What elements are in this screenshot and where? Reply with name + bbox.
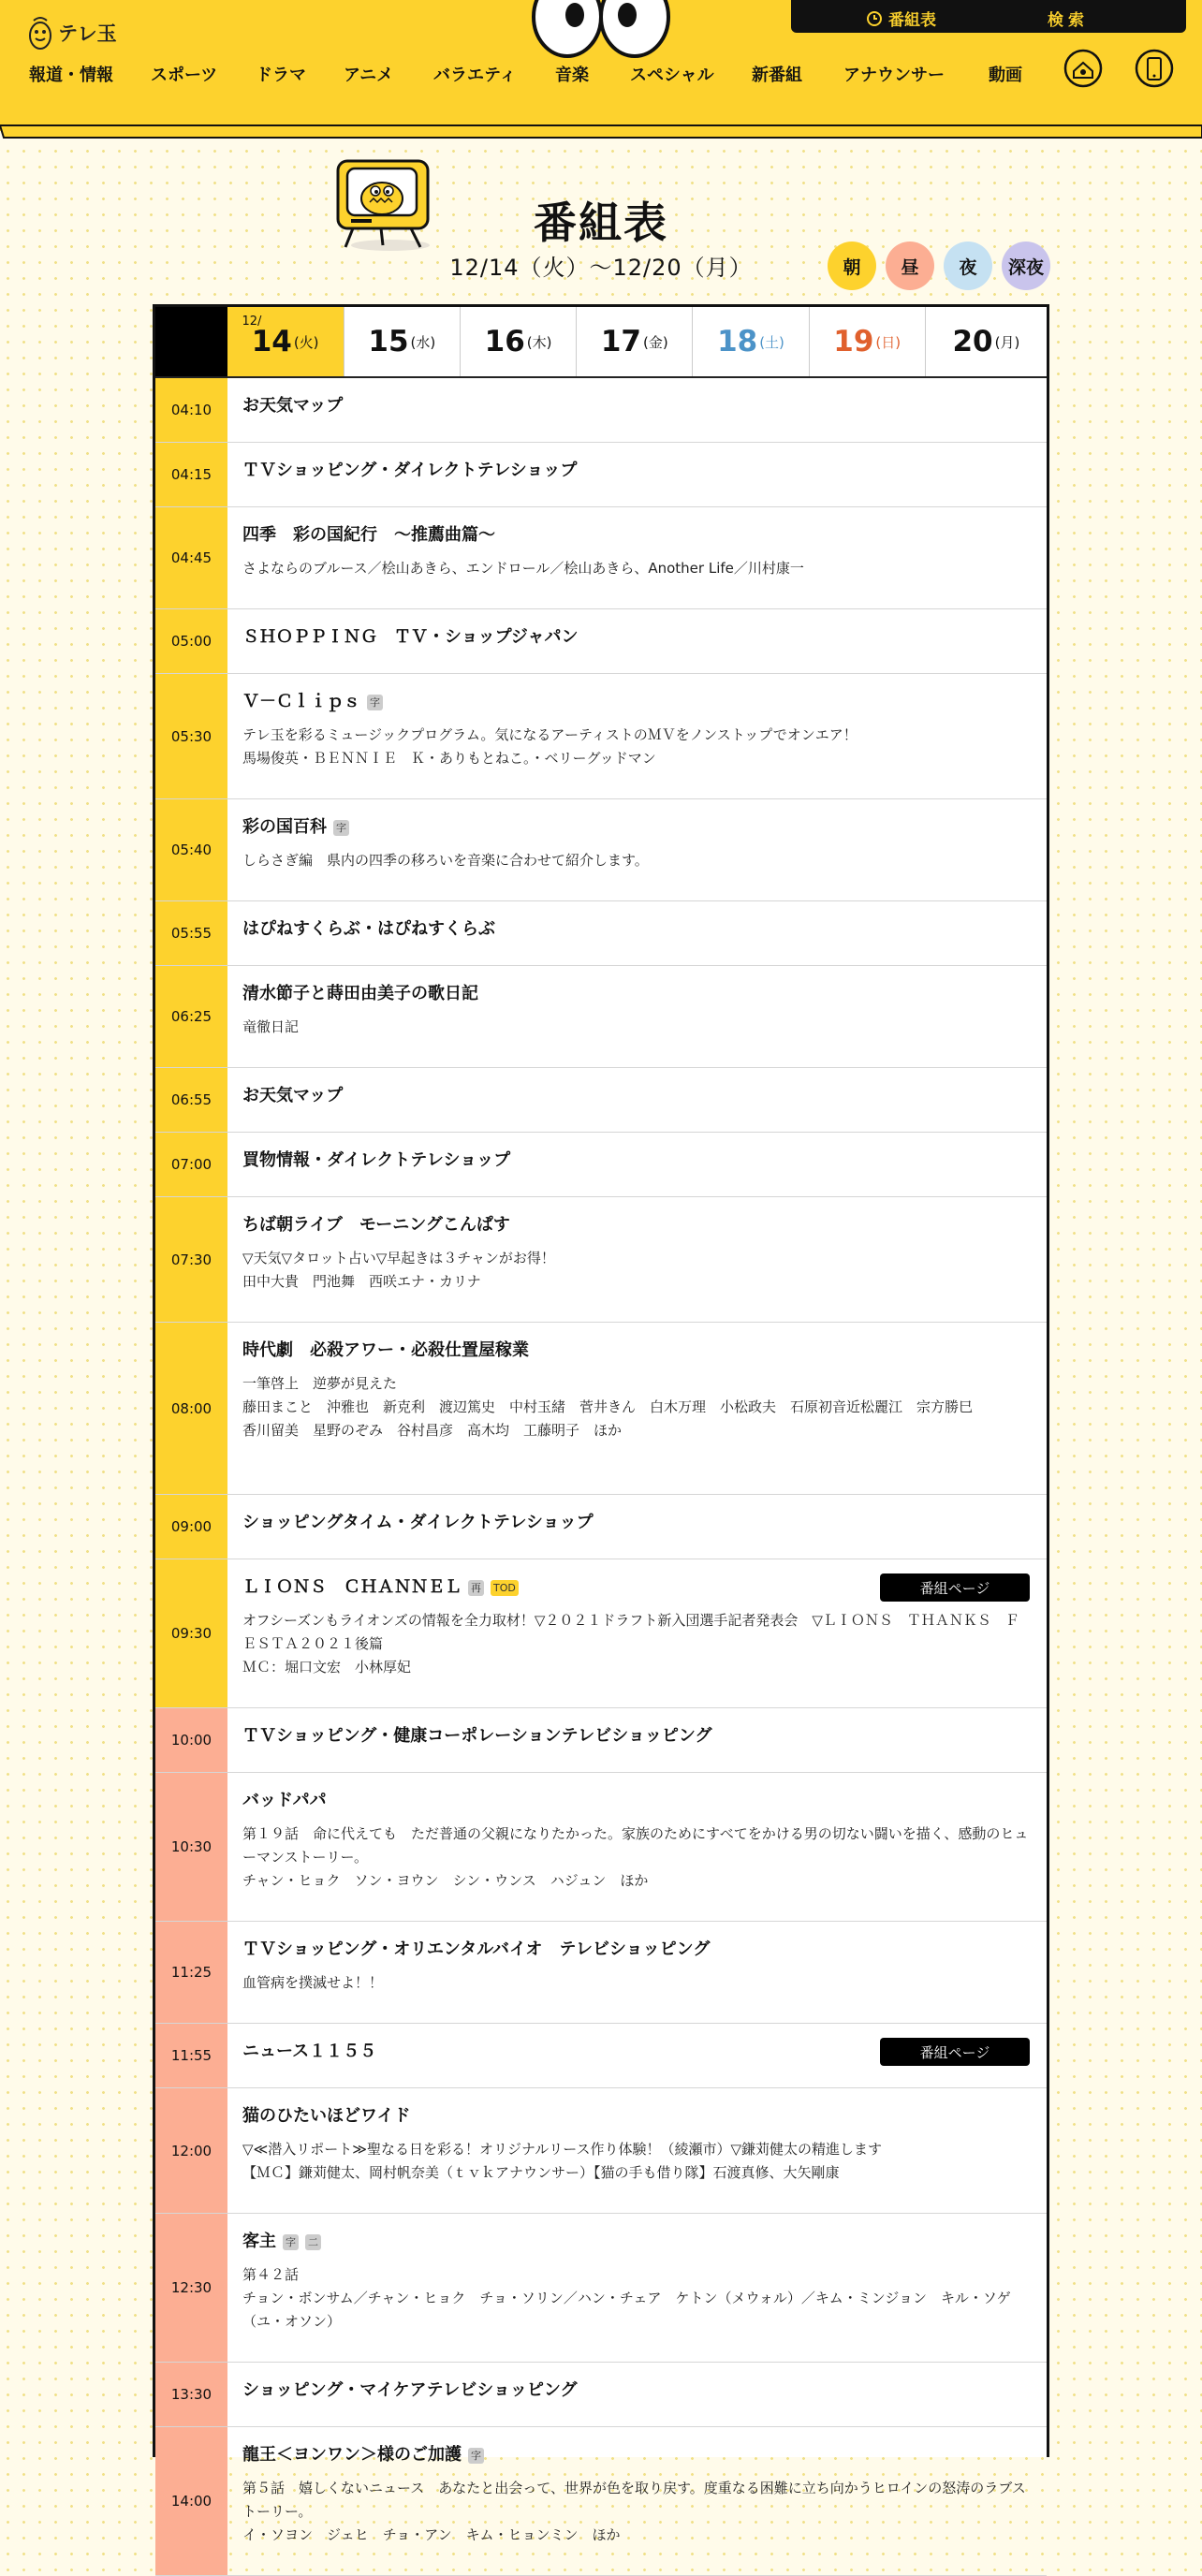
program-title-text: ショッピングタイム・ダイレクトテレショップ [242, 1513, 594, 1532]
day-tab[interactable] [692, 307, 808, 376]
program-info[interactable] [227, 609, 1047, 673]
clock-icon [866, 10, 883, 27]
program-title[interactable] [242, 983, 1030, 1005]
program-title-text: バッドパパ [242, 1791, 327, 1810]
program-description: 第５話 嬉しくないニュース あなたと出会って、世界が色を取り戻す。度重なる困難に立ち向かうヒロインの怒涛のラブストーリー。 イ・ソヨン ジェヒ チョ・アン キム・ヒョンミン ほか [242, 2480, 1026, 2543]
program-start-time: 06:55 [155, 1068, 227, 1132]
program-description: 一筆啓上 逆夢が見えた 藤田まこと 沖雅也 新克利 渡辺篤史 中村玉緒 菅井きん 白木万理 小松政夫 石原初音近松麗江 宗方勝巳 香川留美 星野のぞみ 谷村昌彦 高木均 工藤明子 ほか [242, 1375, 974, 1439]
program-info[interactable] [227, 2024, 1047, 2087]
program-title[interactable] [242, 1939, 1030, 1961]
program-description: ▽天気▽タロット占い▽早起きは３チャンがお得！ 田中大貴 門池舞 西咲エナ・カリナ [242, 1250, 555, 1290]
program-title[interactable] [242, 2444, 1030, 2466]
program-description: しらさぎ編 県内の四季の移ろいを音楽に合わせて紹介します。 [242, 852, 649, 869]
time-of-day-4-button[interactable]: 深夜 [1002, 242, 1050, 290]
program-title[interactable] [242, 460, 1030, 482]
schedule-link[interactable] [866, 7, 936, 30]
program-title[interactable] [242, 2231, 1030, 2253]
corner-cell [155, 307, 227, 376]
program-info[interactable] [227, 2427, 1047, 2575]
program-start-time: 14:00 [155, 2427, 227, 2575]
day-weekday: (火) [293, 333, 319, 351]
tod-badge: TOD [491, 1580, 519, 1596]
program-info[interactable] [227, 378, 1047, 442]
nav-item[interactable]: アニメ [344, 66, 394, 85]
program-info[interactable] [227, 799, 1047, 900]
program-title[interactable] [242, 1214, 1030, 1237]
nav-item[interactable]: 報道・情報 [29, 66, 113, 85]
program-flag-badge: 二 [305, 2234, 321, 2250]
program-flag-badge: 字 [283, 2234, 299, 2250]
program-info[interactable] [227, 1068, 1047, 1132]
tv-mascot-illustration [332, 157, 435, 251]
program-title-text: 買物情報・ダイレクトテレショップ [242, 1150, 511, 1170]
program-title[interactable] [242, 1790, 1030, 1812]
program-title-text: Ｖ－Ｃｌｉｐｓ [242, 692, 360, 711]
program-row [155, 1708, 1047, 1773]
program-title-text: ちば朝ライブ モーニングこんぱす [242, 1215, 510, 1235]
program-start-time: 10:00 [155, 1708, 227, 1772]
program-title-text: はぴねすくらぶ・はぴねすくらぶ [242, 919, 495, 939]
time-of-day-1-button[interactable]: 朝 [828, 242, 876, 290]
program-row [155, 966, 1047, 1068]
program-info[interactable] [227, 1559, 1047, 1707]
program-title-text: 彩の国百科 [242, 817, 327, 837]
program-info[interactable] [227, 1922, 1047, 2023]
program-info[interactable] [227, 1773, 1047, 1921]
program-title-text: お天気マップ [242, 1086, 344, 1105]
program-description: オフシーズンもライオンズの情報を全力取材！▽２０２１ドラフト新入団選手記者発表会 ▽ＬＩＯＮＳ ＴＨＡＮＫＳ ＦＥＳＴＡ２０２１後篇 ＭＣ：堀口文宏 小林厚妃 [242, 1612, 1019, 1676]
program-start-time: 09:00 [155, 1495, 227, 1559]
program-start-time: 11:25 [155, 1922, 227, 2023]
program-title[interactable] [242, 626, 1030, 649]
nav-item[interactable]: 動画 [989, 66, 1022, 85]
program-title-text: 猫のひたいほどワイド [242, 2106, 411, 2126]
program-description: テレ玉を彩るミュージックプログラム。気になるアーティストのＭＶをノンストップでオンエア！ 馬場俊英・ＢＥＮＮＩＥ Ｋ・ありもとねこ。・ベリーグッドマン [242, 726, 858, 767]
program-title[interactable] [242, 1149, 1030, 1172]
program-start-time: 07:00 [155, 1133, 227, 1196]
program-title-text: ＳＨＯＰＰＩＮＧ ＴＶ・ショップジャパン [242, 627, 579, 647]
day-number: 20 [952, 325, 993, 359]
program-start-time: 11:55 [155, 2024, 227, 2087]
day-tab[interactable] [227, 307, 344, 376]
program-start-time: 12:00 [155, 2088, 227, 2213]
program-title-text: ＴＶショッピング・ダイレクトテレショップ [242, 461, 578, 480]
program-info[interactable] [227, 1197, 1047, 1322]
program-info[interactable] [227, 1133, 1047, 1196]
program-description: 第１９話 命に代えても ただ普通の父親になりたかった。家族のためにすべてをかける男の切ない闘いを描く、感動のヒューマンストーリー。 チャン・ヒョク ソン・ヨウン シン・ウンス ハジュン ほか [242, 1825, 1029, 1889]
program-info[interactable] [227, 2214, 1047, 2362]
nav-item[interactable]: スポーツ [151, 66, 218, 85]
day-tab[interactable] [460, 307, 576, 376]
program-title[interactable] [242, 395, 1030, 417]
program-page-button[interactable]: 番組ページ [880, 1573, 1030, 1602]
day-number: 18 [717, 325, 758, 359]
program-start-time: 06:25 [155, 966, 227, 1067]
program-info[interactable] [227, 443, 1047, 506]
program-description: 第４２話 チョン・ボンサム／チャン・ヒョク チョ・ソリン／ハン・チェア ケトン（メウォル）／キム・ミンジョン キル・ソゲ（ユ・オソン） [242, 2266, 1011, 2330]
program-row [155, 1068, 1047, 1133]
program-description: さよならのブルース／桧山あきら、エンドロール／桧山あきら、Another Life／川村康一 [242, 560, 804, 577]
program-start-time: 05:55 [155, 901, 227, 965]
program-title[interactable] [242, 918, 1030, 941]
day-number: 19 [833, 325, 874, 359]
program-start-time: 12:30 [155, 2214, 227, 2362]
program-flag-badge: 字 [468, 2448, 484, 2464]
nav-item[interactable]: バラエティ [433, 66, 517, 85]
nav-item[interactable]: ドラマ [256, 66, 306, 85]
program-start-time: 05:40 [155, 799, 227, 900]
header-zigzag-edge [0, 125, 1202, 140]
program-row [155, 2088, 1047, 2214]
day-number: 16 [484, 325, 525, 359]
program-flag-badge: 再 [468, 1580, 484, 1596]
program-title[interactable] [242, 524, 1030, 547]
program-row [155, 1197, 1047, 1323]
program-row [155, 1559, 1047, 1708]
day-tab[interactable] [576, 307, 692, 376]
teletama-house-icon[interactable] [1063, 49, 1103, 88]
day-weekday: (木) [526, 333, 552, 351]
day-number: 17 [600, 325, 641, 359]
program-start-time: 08:00 [155, 1323, 227, 1494]
main-nav [29, 62, 1022, 90]
program-start-time: 13:30 [155, 2363, 227, 2426]
program-title[interactable] [242, 1512, 1030, 1534]
program-row [155, 1495, 1047, 1559]
program-info[interactable] [227, 674, 1047, 798]
day-tab[interactable] [344, 307, 460, 376]
program-list [155, 378, 1047, 2576]
program-start-time: 07:30 [155, 1197, 227, 1322]
program-title-text: ＴＶショッピング・オリエンタルバイオ テレビショッピング [242, 1939, 711, 1959]
day-weekday: (水) [410, 333, 436, 351]
program-flag-badge: 字 [367, 695, 383, 710]
program-title-text: ＴＶショッピング・健康コーポレーションテレビショッピング [242, 1726, 712, 1746]
time-of-day-3-button[interactable]: 夜 [944, 242, 992, 290]
program-start-time: 04:15 [155, 443, 227, 506]
program-row [155, 2214, 1047, 2363]
day-weekday: (土) [759, 333, 784, 351]
program-page-button[interactable]: 番組ページ [880, 2038, 1030, 2066]
teletama-app-icon[interactable] [1135, 49, 1174, 88]
program-title-text: ＬＩＯＮＳ ＣＨＡＮＮＥＬ [242, 1577, 462, 1597]
program-description: 竜徹日記 [242, 1018, 300, 1035]
program-info[interactable] [227, 901, 1047, 965]
page-title: 番組表 [534, 198, 668, 248]
schedule-link-label: 番組表 [888, 11, 936, 30]
program-title-text: 客主 [242, 2232, 276, 2251]
program-row [155, 799, 1047, 901]
nav-item[interactable]: アナウンサー [843, 66, 945, 85]
program-title[interactable] [242, 2379, 1030, 2402]
program-start-time: 05:30 [155, 674, 227, 798]
nav-item[interactable]: 新番組 [752, 66, 802, 85]
program-info[interactable] [227, 1708, 1047, 1772]
logo-text: テレ玉 [58, 22, 117, 45]
site-logo[interactable] [28, 15, 117, 51]
site-header [0, 0, 1202, 131]
day-weekday: (日) [875, 333, 902, 351]
day-tab[interactable] [809, 307, 925, 376]
day-tabs [155, 307, 1047, 378]
program-row [155, 1922, 1047, 2024]
program-row [155, 1323, 1047, 1495]
program-start-time: 05:00 [155, 609, 227, 673]
program-title[interactable] [242, 1085, 1030, 1107]
program-info[interactable] [227, 1323, 1047, 1494]
tamago-mascot-icon [28, 15, 52, 51]
top-utility-bar [791, 0, 1186, 33]
program-row [155, 1133, 1047, 1197]
program-title[interactable] [242, 691, 1030, 713]
program-title-text: 龍王＜ヨンワン＞様のご加護 [242, 2445, 462, 2465]
program-start-time: 09:30 [155, 1559, 227, 1707]
program-row [155, 609, 1047, 674]
day-month-label: 12/ [242, 315, 262, 329]
program-title-text: 時代劇 必殺アワー・必殺仕置屋稼業 [242, 1340, 529, 1360]
program-info[interactable] [227, 1495, 1047, 1559]
program-info[interactable] [227, 2088, 1047, 2213]
program-info[interactable] [227, 507, 1047, 608]
program-row [155, 901, 1047, 966]
program-start-time: 10:30 [155, 1773, 227, 1921]
program-title-text: お天気マップ [242, 396, 344, 416]
day-tab[interactable] [925, 307, 1047, 376]
nav-item[interactable]: 音楽 [555, 66, 589, 85]
mascot-eyes-icon [530, 0, 672, 62]
program-flag-badge: 字 [333, 820, 349, 836]
program-title[interactable] [242, 2105, 1030, 2128]
program-title[interactable] [242, 1339, 1030, 1362]
nav-item[interactable]: スペシャル [630, 66, 714, 85]
program-start-time: 04:45 [155, 507, 227, 608]
day-number: 15 [368, 325, 409, 359]
day-number: 14 [251, 325, 292, 359]
program-row [155, 2363, 1047, 2427]
week-date-range: 12/14（火）〜12/20（月） [449, 255, 753, 281]
program-row [155, 674, 1047, 799]
schedule-table [153, 304, 1049, 2543]
program-row [155, 443, 1047, 507]
program-info[interactable] [227, 966, 1047, 1067]
program-description: ▽≪潜入リポート≫聖なる日を彩る！オリジナルリース作り体験！（綾瀬市）▽鎌苅健太の精進します 【ＭＣ】鎌苅健太、岡村帆奈美（ｔｖｋアナウンサー）【猫の手も借り隊】石渡真修、大矢剛康 [242, 2141, 882, 2181]
program-row [155, 1773, 1047, 1922]
day-weekday: (月) [994, 333, 1020, 351]
program-start-time: 04:10 [155, 378, 227, 442]
program-row [155, 2427, 1047, 2576]
program-title-text: ニュース１１５５ [242, 2042, 377, 2061]
program-title[interactable] [242, 1725, 1030, 1748]
program-title-text: 四季 彩の国紀行 ～推薦曲篇～ [242, 525, 495, 545]
program-info[interactable] [227, 2363, 1047, 2426]
program-row [155, 507, 1047, 609]
time-of-day-2-button[interactable]: 昼 [886, 242, 934, 290]
program-row [155, 378, 1047, 443]
search-link[interactable]: 検索 [1048, 11, 1089, 30]
program-title-text: ショッピング・マイケアテレビショッピング [242, 2380, 578, 2400]
program-title[interactable] [242, 816, 1030, 839]
day-weekday: (金) [642, 333, 668, 351]
program-description: 血管病を撲滅せよ！！ [242, 1974, 384, 1991]
program-title-text: 清水節子と蒔田由美子の歌日記 [242, 984, 478, 1003]
program-row [155, 2024, 1047, 2088]
